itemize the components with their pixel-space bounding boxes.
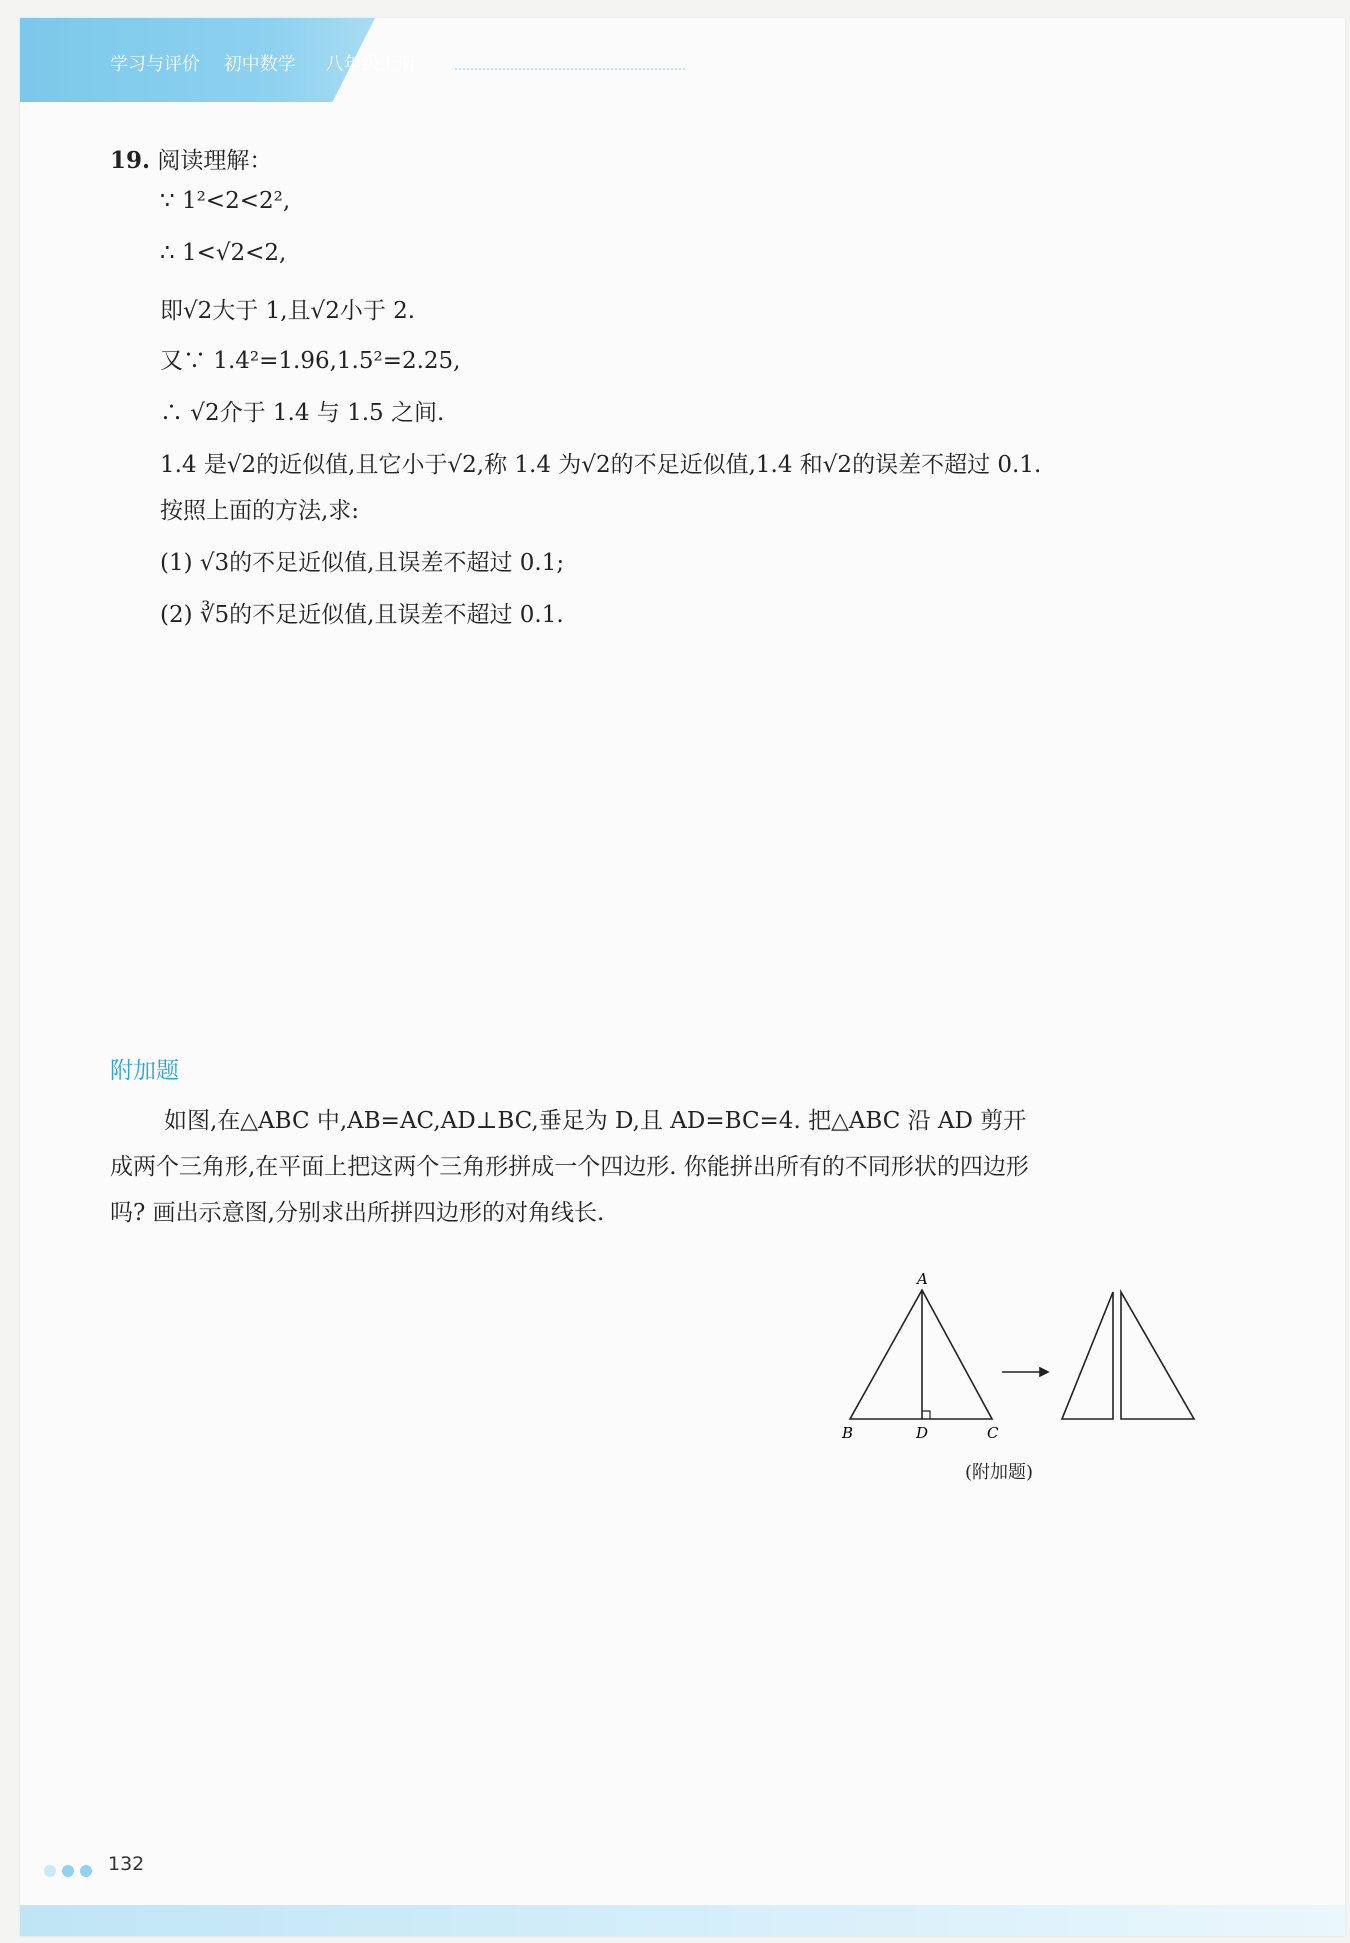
bonus-paragraph-line: 吗? 画出示意图,分别求出所拼四边形的对角线长. bbox=[110, 1200, 605, 1226]
question-line: 按照上面的方法,求: bbox=[160, 498, 360, 524]
header-subject: 初中数学 bbox=[223, 54, 296, 75]
question-line: 1.4 是√2的近似值,且它小于√2,称 1.4 为√2的不足近似值,1.4 和√2的误差不超过 0.1. bbox=[160, 452, 1042, 478]
question-subpart: (1) √3的不足近似值,且误差不超过 0.1; bbox=[160, 550, 565, 576]
footer-dot bbox=[62, 1865, 74, 1877]
question-number: 19. bbox=[110, 147, 151, 174]
question-subpart: (2) ∛5的不足近似值,且误差不超过 0.1. bbox=[160, 602, 564, 628]
right-angle-mark bbox=[922, 1411, 930, 1419]
question-line: ∵ 1²<2<2², bbox=[160, 188, 291, 214]
arrow-head bbox=[1040, 1368, 1048, 1376]
label-b: B bbox=[842, 1424, 854, 1442]
header-title bbox=[110, 50, 433, 76]
bonus-paragraph-line: 如图,在△ABC 中,AB=AC,AD⊥BC,垂足为 D,且 AD=BC=4. 把△ABC 沿 AD 剪开 bbox=[164, 1108, 1027, 1134]
left-half-triangle bbox=[1062, 1292, 1113, 1419]
question-line: 又∵ 1.4²=1.96,1.5²=2.25, bbox=[160, 348, 461, 374]
question-line: ∴ √2介于 1.4 与 1.5 之间. bbox=[160, 400, 445, 426]
header-series: 学习与评价 bbox=[110, 54, 200, 75]
page-number: 132 bbox=[108, 1853, 145, 1875]
footer-dot bbox=[44, 1865, 56, 1877]
figure-caption: (附加题) bbox=[965, 1462, 1034, 1483]
question-heading bbox=[110, 142, 272, 175]
bonus-paragraph-line: 成两个三角形,在平面上把这两个三角形拼成一个四边形. 你能拼出所有的不同形状的四边形 bbox=[110, 1154, 1029, 1180]
triangle-abc bbox=[850, 1290, 992, 1419]
footer-band bbox=[20, 1905, 1345, 1936]
header-dotted-rule bbox=[455, 68, 685, 73]
bonus-section-title: 附加题 bbox=[110, 1058, 179, 1084]
label-c: C bbox=[987, 1424, 999, 1442]
question-line: 即√2大于 1,且√2小于 2. bbox=[160, 298, 416, 324]
question-line: ∴ 1<√2<2, bbox=[160, 240, 287, 266]
right-half-triangle bbox=[1121, 1292, 1194, 1419]
header-grade: 八年级上册 bbox=[325, 54, 416, 75]
label-a: A bbox=[917, 1270, 928, 1288]
question-title: 阅读理解： bbox=[157, 148, 273, 174]
label-d: D bbox=[916, 1424, 929, 1442]
footer-dots bbox=[44, 1862, 98, 1881]
footer-dot bbox=[80, 1865, 92, 1877]
triangle-figure bbox=[830, 1262, 1210, 1452]
